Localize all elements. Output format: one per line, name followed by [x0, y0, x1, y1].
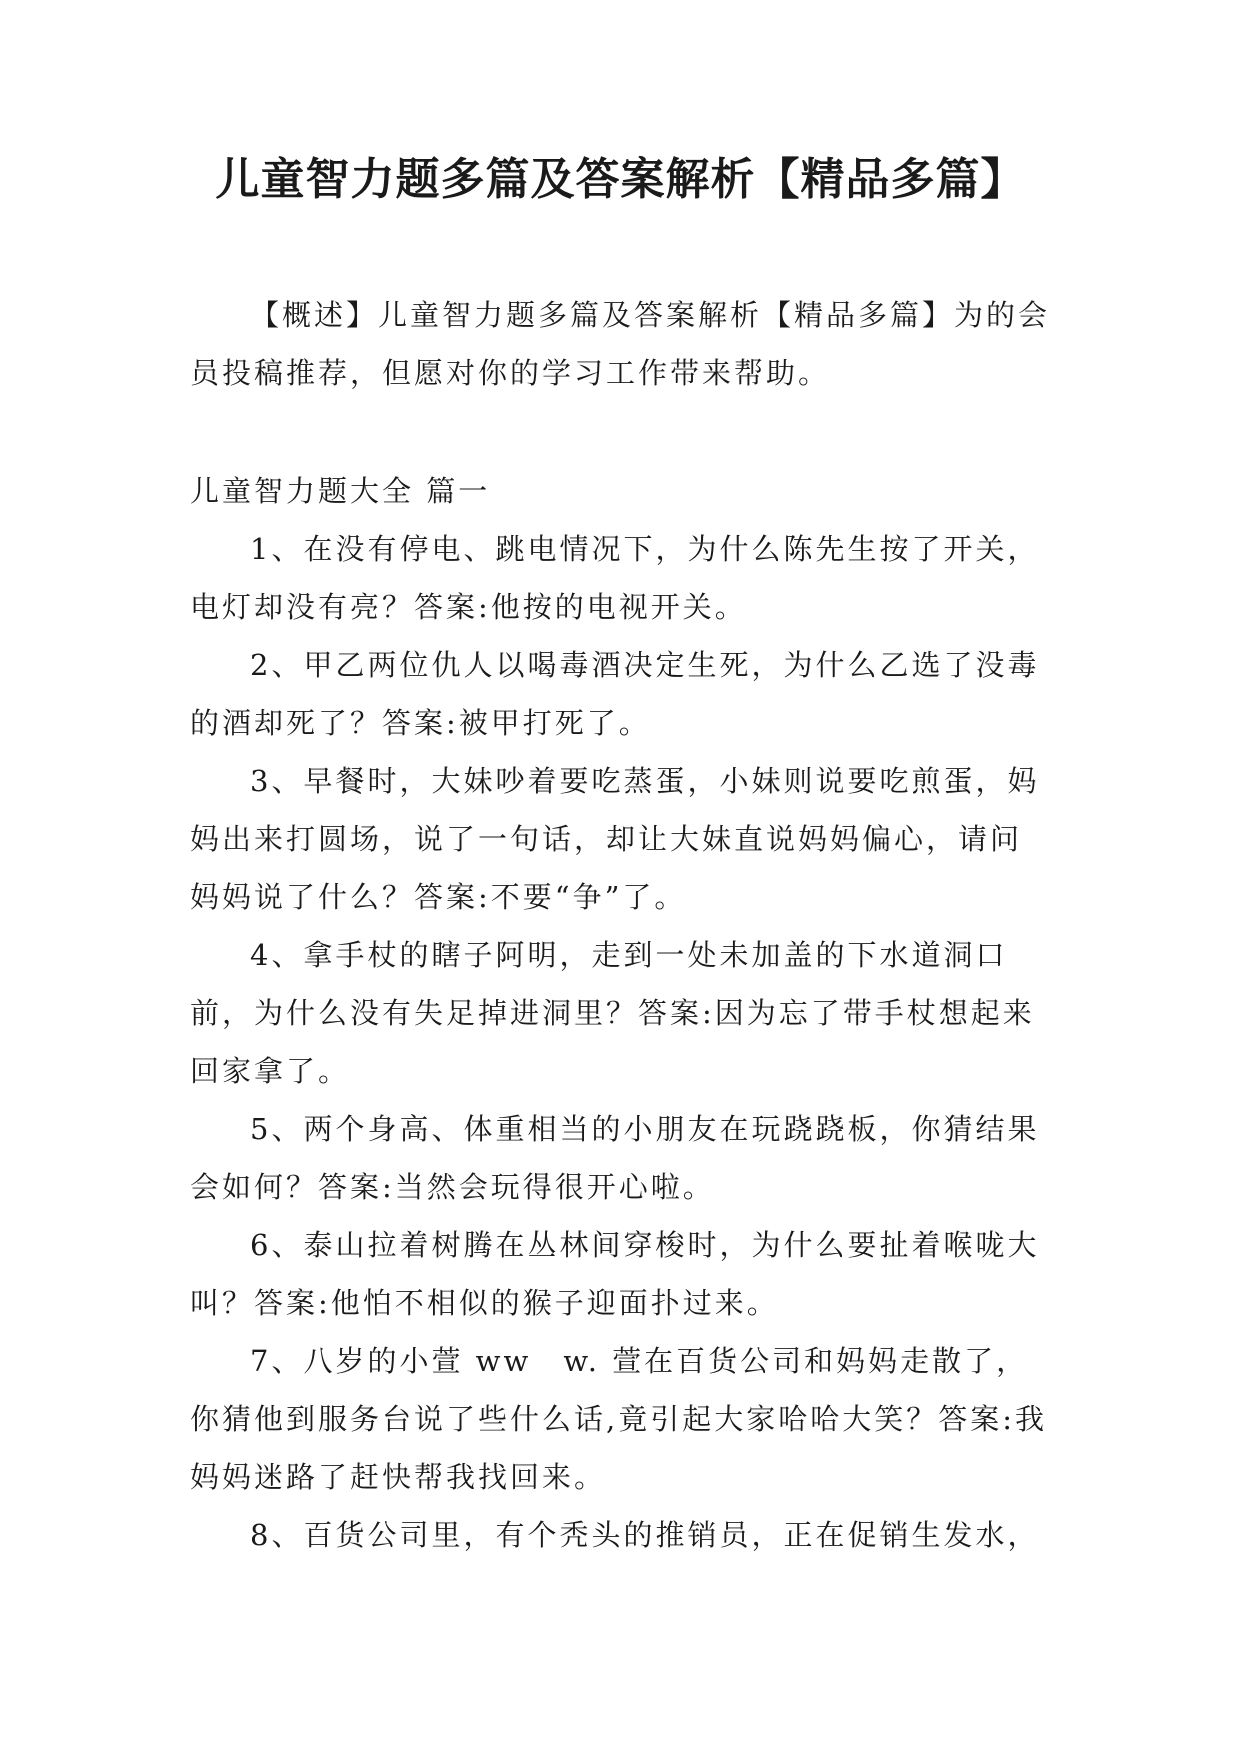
question-item-7: 7、八岁的小萱 ww w. 萱在百货公司和妈妈走散了，你猜他到服务台说了些什么话,竟引起大家哈哈大笑？答案:我妈妈迷路了赶快帮我找回来。 — [190, 1344, 1047, 1494]
question-item-1: 1、在没有停电、跳电情况下，为什么陈先生按了开关，电灯却没有亮？答案:他按的电视开关。 — [190, 532, 1040, 624]
question-item-5: 5、两个身高、体重相当的小朋友在玩跷跷板，你猜结果会如何？答案:当然会玩得很开心啦。 — [190, 1112, 1040, 1204]
question-item-8: 8、百货公司里，有个秃头的推销员，正在促销生发水， — [250, 1518, 1040, 1552]
question-list — [190, 520, 1050, 1564]
summary-paragraph: 【概述】儿童智力题多篇及答案解析【精品多篇】为的会员投稿推荐，但愿对你的学习工作带来帮助。 — [190, 298, 1051, 390]
question-item-2: 2、甲乙两位仇人以喝毒酒决定生死，为什么乙选了没毒的酒却死了？答案:被甲打死了。 — [190, 648, 1040, 740]
section-heading: 儿童智力题大全 篇一 — [190, 474, 491, 508]
question-item-4: 4、拿手杖的瞎子阿明，走到一处未加盖的下水道洞口前，为什么没有失足掉进洞里？答案:因为忘了带手杖想起来回家拿了。 — [190, 938, 1035, 1088]
question-item-6: 6、泰山拉着树腾在丛林间穿梭时，为什么要扯着喉咙大叫？答案:他怕不相似的猴子迎面扑过来。 — [190, 1228, 1040, 1320]
question-item-3: 3、早餐时，大妹吵着要吃蒸蛋，小妹则说要吃煎蛋，妈妈出来打圆场，说了一句话，却让大妹直说妈妈偏心，请问妈妈说了什么？答案:不要“争”了。 — [190, 764, 1040, 914]
document-title: 儿童智力题多篇及答案解析【精品多篇】 — [215, 154, 1026, 205]
